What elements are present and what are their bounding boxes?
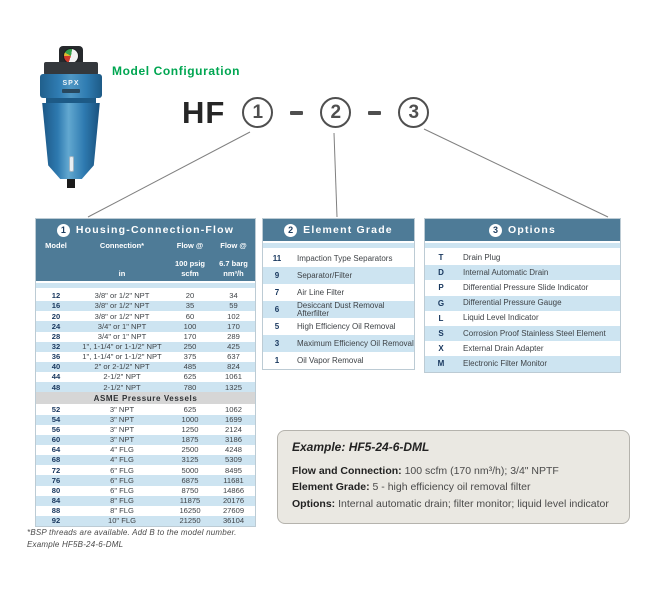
label-cell: Drain Plug (463, 252, 501, 262)
dash-separator (290, 111, 303, 115)
label-cell: Internal Automatic Drain (463, 267, 549, 277)
table-row (425, 265, 620, 280)
flow-scfm-cell: 6875 (181, 475, 199, 485)
flow-scfm-cell: 5000 (181, 465, 199, 475)
position-1-circle: 1 (242, 97, 273, 128)
flow-scfm-cell: 625 (183, 372, 197, 382)
label-cell: Oil Vapor Removal (297, 355, 364, 365)
footnote (27, 527, 237, 550)
model-cell: 56 (51, 424, 61, 434)
col-connection: Connection* in (99, 241, 145, 278)
code-cell: 3 (274, 339, 280, 348)
code-cell: P (438, 283, 444, 293)
flow-nm3h-cell: 170 (227, 321, 240, 331)
connection-cell: 3/8" or 1/2" NPT (94, 311, 150, 321)
table-row (36, 465, 255, 475)
table1-number-icon: 1 (57, 224, 70, 237)
flow-nm3h-cell: 425 (227, 341, 240, 351)
filter-head (40, 74, 102, 98)
connection-cell: 2" or 2-1/2" NPT (94, 362, 150, 372)
table1-title: Housing-Connection-Flow (75, 224, 235, 236)
flow-scfm-cell: 3125 (181, 455, 199, 465)
connection-cell: 3" NPT (109, 414, 135, 424)
table-row (36, 435, 255, 445)
model-cell: 84 (51, 495, 61, 505)
table2-number-icon: 2 (284, 224, 297, 237)
position-2-circle: 2 (320, 97, 351, 128)
model-cell: 52 (51, 404, 61, 414)
flow-nm3h-cell: 824 (227, 362, 240, 372)
table-row (263, 352, 414, 369)
table3-title: Options (507, 224, 557, 236)
model-cell: 40 (51, 362, 61, 372)
table-row (36, 311, 255, 321)
connection-cell: 4" FLG (110, 455, 134, 465)
model-cell: 44 (51, 372, 61, 382)
table-row (263, 250, 414, 267)
label-cell: External Drain Adapter (463, 343, 544, 353)
flow-nm3h-cell: 637 (227, 352, 240, 362)
model-cell: 80 (51, 485, 61, 495)
label-cell: Corrosion Proof Stainless Steel Element (463, 328, 606, 338)
connection-cell: 3" NPT (109, 424, 135, 434)
label-cell: Electronic Filter Monitor (463, 358, 548, 368)
table-row (36, 404, 255, 414)
flow-scfm-cell: 250 (183, 341, 197, 351)
flow-nm3h-cell: 36104 (222, 516, 245, 526)
example-line-label: Flow and Connection: (292, 465, 402, 477)
table-row (36, 486, 255, 496)
connection-cell: 2-1/2" NPT (103, 372, 141, 382)
table-row (425, 326, 620, 341)
code-cell: 1 (274, 356, 280, 365)
brand-badge (62, 89, 80, 93)
model-cell: 32 (51, 341, 61, 351)
flow-nm3h-cell: 14866 (222, 485, 245, 495)
flow-scfm-cell: 60 (185, 311, 195, 321)
table-row (263, 267, 414, 284)
connection-cell: 3/4" or 1" NPT (97, 331, 147, 341)
options-table (424, 218, 621, 373)
table-row (425, 280, 620, 295)
flow-nm3h-cell: 3186 (225, 435, 242, 445)
example-line (292, 496, 615, 512)
label-cell: Separator/Filter (297, 270, 353, 280)
spacer-strip (263, 241, 414, 250)
flow-scfm-cell: 21250 (179, 516, 201, 526)
connection-cell: 10" FLG (107, 516, 137, 526)
label-cell: Liquid Level Indicator (463, 313, 539, 323)
sight-glass (69, 156, 74, 172)
code-cell: M (437, 359, 445, 369)
product-image (36, 46, 106, 192)
flow-nm3h-cell: 2124 (225, 424, 242, 434)
col-model: Model (45, 241, 67, 250)
code-cell: 7 (274, 288, 280, 297)
code-cell: X (438, 344, 444, 354)
example-line-value: 100 scfm (170 nm³/h); 3/4" NPTF (401, 465, 559, 477)
code-cell: 6 (274, 305, 280, 314)
flow-nm3h-cell: 4248 (225, 445, 242, 455)
footnote-line2: Example HF5B-24-6-DML (27, 539, 124, 549)
flow-nm3h-cell: 8495 (225, 465, 242, 475)
connection-cell: 2-1/2" NPT (103, 382, 141, 392)
model-cell: 16 (51, 301, 61, 311)
flow-nm3h-cell: 1062 (225, 404, 242, 414)
model-cell: 92 (51, 516, 61, 526)
flow-nm3h-cell: 27609 (222, 506, 245, 516)
code-cell: L (438, 313, 444, 323)
flow-scfm-cell: 20 (185, 291, 195, 301)
connection-cell: 1", 1-1/4" or 1-1/2" NPT (82, 352, 162, 362)
spacer-strip (425, 241, 620, 250)
code-cell: 5 (274, 322, 280, 331)
model-number-diagram (182, 97, 429, 128)
flow-nm3h-cell: 20176 (222, 495, 245, 505)
page-title: Model Configuration (112, 64, 241, 78)
code-cell: G (437, 298, 445, 308)
col-flow-nm3h: Flow @ 6.7 barg nm³/h (219, 241, 248, 278)
table-row (263, 284, 414, 301)
model-cell: 20 (51, 311, 61, 321)
table1-rows-main (36, 291, 255, 392)
model-cell: 88 (51, 506, 61, 516)
flow-scfm-cell: 8750 (181, 485, 199, 495)
example-title: Example: HF5-24-6-DML (292, 440, 430, 454)
table-row (36, 332, 255, 342)
model-prefix: HF (182, 95, 226, 130)
brand-logo: SPX (62, 79, 80, 87)
flow-nm3h-cell: 1061 (225, 372, 242, 382)
connection-cell: 1", 1-1/4" or 1-1/2" NPT (82, 341, 162, 351)
table-row (36, 372, 255, 382)
flow-scfm-cell: 11875 (179, 495, 201, 505)
table-row (36, 321, 255, 331)
label-cell: Differential Pressure Gauge (463, 298, 562, 308)
connection-cell: 6" FLG (110, 475, 134, 485)
table-row (36, 455, 255, 465)
connection-cell: 6" FLG (110, 465, 134, 475)
model-cell: 54 (51, 414, 61, 424)
dash-separator (368, 111, 381, 115)
table3-header (425, 219, 620, 241)
model-cell: 48 (51, 382, 61, 392)
flow-nm3h-cell: 59 (229, 301, 238, 311)
code-cell: T (438, 253, 444, 263)
table-row (36, 445, 255, 455)
table-row (36, 382, 255, 392)
table3-rows (425, 250, 620, 372)
housing-connection-flow-table (35, 218, 256, 527)
table-row (36, 342, 255, 352)
flow-nm3h-cell: 1699 (225, 414, 242, 424)
flow-scfm-cell: 780 (183, 382, 197, 392)
flow-nm3h-cell: 5309 (225, 455, 242, 465)
asme-separator-row: ASME Pressure Vessels (36, 392, 255, 404)
table-row (425, 341, 620, 356)
table-row (36, 496, 255, 506)
connection-cell: 6" FLG (110, 485, 134, 495)
example-line-value: Internal automatic drain; filter monitor; liquid level indicator (335, 497, 609, 510)
code-cell: D (438, 268, 444, 278)
example-line-label: Element Grade: (292, 481, 370, 494)
table-row (36, 301, 255, 311)
flow-scfm-cell: 100 (183, 321, 197, 331)
table-row (425, 296, 620, 311)
table2-header (263, 219, 414, 241)
code-cell: 9 (274, 271, 280, 280)
connection-cell: 8" FLG (110, 495, 134, 505)
connection-cell: 3/8" or 1/2" NPT (94, 291, 150, 301)
table2-title: Element Grade (303, 224, 393, 236)
table-row (263, 301, 414, 318)
connection-cell: 3" NPT (109, 435, 135, 445)
table-row (36, 291, 255, 301)
example-lines (292, 463, 615, 512)
flow-scfm-cell: 375 (183, 352, 197, 362)
example-line (292, 479, 615, 495)
connection-cell: 8" FLG (110, 506, 134, 516)
connection-cell: 3/8" or 1/2" NPT (94, 301, 150, 311)
element-grade-table (262, 218, 415, 370)
table1-header (36, 219, 255, 241)
flow-scfm-cell: 16250 (179, 506, 201, 516)
connection-cell: 3/4" or 1" NPT (97, 321, 147, 331)
flow-scfm-cell: 625 (183, 404, 197, 414)
table-row (425, 250, 620, 265)
flow-scfm-cell: 1000 (181, 414, 199, 424)
table2-rows (263, 250, 414, 369)
connection-cell: 3" NPT (109, 404, 135, 414)
model-cell: 76 (51, 475, 61, 485)
flow-scfm-cell: 2500 (181, 445, 199, 455)
flow-scfm-cell: 35 (185, 301, 195, 311)
table-row (36, 352, 255, 362)
table-row (36, 516, 255, 526)
connection-cell: 4" FLG (110, 445, 134, 455)
table-row (36, 506, 255, 516)
label-cell: Maximum Efficiency Oil Removal (297, 338, 414, 348)
table-row (425, 356, 620, 371)
label-cell: Differential Pressure Slide Indicator (463, 282, 589, 292)
position-3-circle: 3 (398, 97, 429, 128)
flow-nm3h-cell: 11681 (223, 475, 244, 485)
flow-scfm-cell: 485 (183, 362, 197, 372)
table3-number-icon: 3 (489, 224, 502, 237)
example-line-label: Options: (292, 497, 336, 510)
flow-nm3h-cell: 1325 (225, 382, 242, 392)
flow-nm3h-cell: 102 (227, 311, 240, 321)
model-cell: 24 (51, 321, 61, 331)
table-row (425, 311, 620, 326)
table1-column-headers (36, 241, 255, 281)
flow-scfm-cell: 170 (183, 331, 197, 341)
table-row (36, 415, 255, 425)
example-line-value: 5 - high efficiency oil removal filter (369, 481, 531, 494)
label-cell: High Efficiency Oil Removal (297, 321, 396, 331)
model-cell: 28 (51, 331, 61, 341)
example-line (292, 463, 615, 479)
col-flow-scfm: Flow @ 100 psig scfm (174, 241, 205, 278)
table-row (36, 425, 255, 435)
model-cell: 64 (51, 445, 61, 455)
footnote-line1: *BSP threads are available. Add B to the model number. (27, 528, 237, 537)
model-cell: 72 (51, 465, 61, 475)
spacer-strip (36, 281, 255, 291)
code-cell: S (438, 329, 444, 339)
drain-stem (67, 179, 75, 188)
label-cell: Air Line Filter (297, 287, 345, 297)
flow-scfm-cell: 1250 (181, 424, 199, 434)
code-cell: 11 (272, 254, 282, 263)
table-row (263, 335, 414, 352)
model-cell: 12 (51, 291, 61, 301)
flow-nm3h-cell: 34 (229, 291, 238, 301)
table1-rows-asme (36, 404, 255, 526)
table-row (36, 362, 255, 372)
model-cell: 60 (51, 435, 61, 445)
label-cell: Desiccant Dust Removal Afterfilter (297, 300, 385, 318)
model-cell: 36 (51, 352, 61, 362)
table-row (263, 318, 414, 335)
model-cell: 68 (51, 455, 61, 465)
example-box (277, 430, 630, 524)
label-cell: Impaction Type Separators (297, 253, 393, 263)
table-row (36, 475, 255, 485)
flow-scfm-cell: 1875 (181, 435, 199, 445)
flow-nm3h-cell: 289 (227, 331, 240, 341)
